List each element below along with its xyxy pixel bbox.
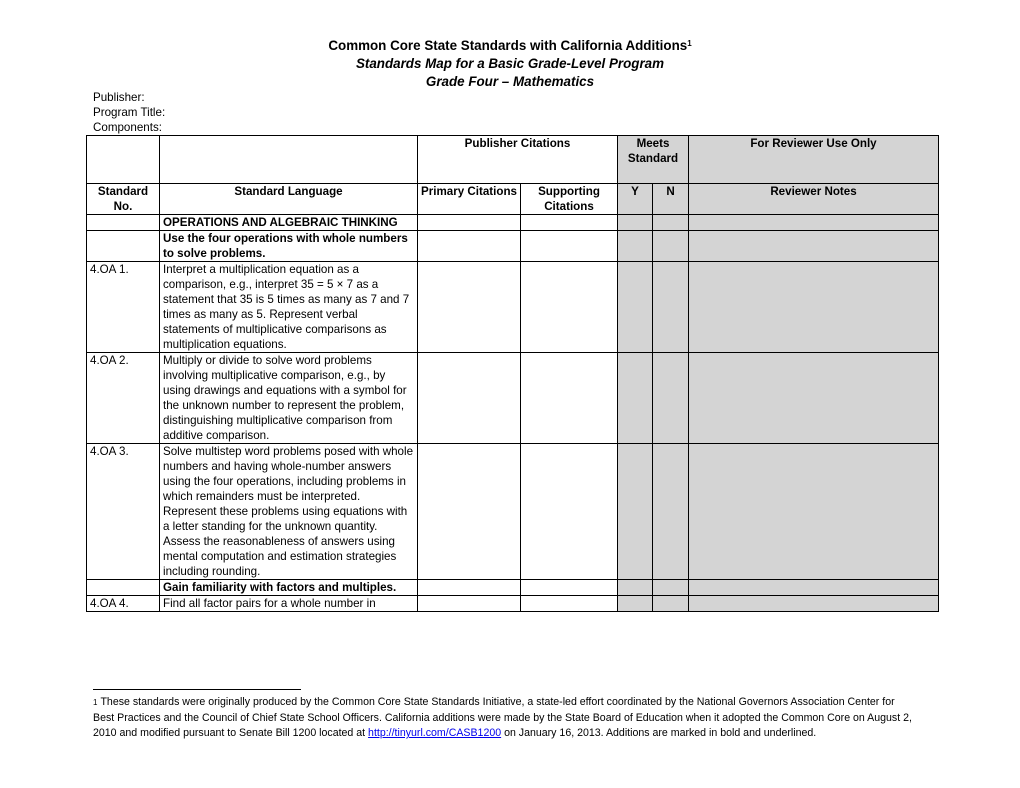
footnote-separator <box>93 689 301 690</box>
standard-no-cell: 4.OA 1. <box>87 262 160 353</box>
document-title: Common Core State Standards with California Additions$^1$ <box>328 38 692 53</box>
meets-y-cell[interactable] <box>618 353 653 444</box>
meets-n-cell[interactable] <box>653 580 689 596</box>
standard-language-cell: Find all factor pairs for a whole number in <box>160 596 418 612</box>
supporting-citation-cell[interactable] <box>521 596 618 612</box>
reviewer-notes-cell[interactable] <box>689 580 939 596</box>
footnote-text: These standards were originally produced by the Common Core State Standards Initiative, a state-led effort coordinated by the National Governors Association Center for Best Practices and the Council of Chief State School Officers. California additions were made by the State Board of Education when it adopted the Common Core on August 2, 2010 and modified pursuant to Senate Bill 1200 located at <box>93 696 912 739</box>
meets-y-cell[interactable] <box>618 580 653 596</box>
meets-n-cell[interactable] <box>653 215 689 231</box>
meets-n-cell[interactable] <box>653 231 689 262</box>
table-row <box>87 580 939 596</box>
table-row <box>87 353 939 444</box>
table-row <box>87 596 939 612</box>
supporting-citation-cell[interactable] <box>521 580 618 596</box>
table-row <box>87 215 939 231</box>
publisher-citations-header: Publisher Citations <box>418 136 618 184</box>
footnote-text-end: on January 16, 2013. Additions are marked in bold and underlined. <box>501 727 817 739</box>
primary-citation-cell[interactable] <box>418 231 521 262</box>
standard-language-cell: OPERATIONS AND ALGEBRAIC THINKING <box>160 215 418 231</box>
reviewer-use-only-header: For Reviewer Use Only <box>689 136 939 184</box>
table-header-row-1 <box>87 136 939 184</box>
primary-citation-cell[interactable] <box>418 353 521 444</box>
meets-n-cell[interactable] <box>653 596 689 612</box>
table-row <box>87 444 939 580</box>
primary-citation-cell[interactable] <box>418 444 521 580</box>
standard-language-cell: Interpret a multiplication equation as a comparison, e.g., interpret 35 = 5 × 7 as a statement that 35 is 5 times as many as 7 and 7 times as many as 5. Represent verbal statements of multiplicative comparisons as multiplication equations. <box>160 262 418 353</box>
table-row <box>87 231 939 262</box>
program-title-label: Program Title: <box>93 106 166 119</box>
reviewer-notes-cell[interactable] <box>689 353 939 444</box>
primary-citation-cell[interactable] <box>418 596 521 612</box>
standard-language-cell: Use the four operations with whole numbers to solve problems. <box>160 231 418 262</box>
meets-n-cell[interactable] <box>653 262 689 353</box>
col-standard-language: Standard Language <box>160 184 418 215</box>
supporting-citation-cell[interactable] <box>521 353 618 444</box>
col-primary-citations: Primary Citations <box>418 184 521 215</box>
supporting-citation-cell[interactable] <box>521 444 618 580</box>
standard-no-cell: 4.OA 2. <box>87 353 160 444</box>
standard-language-cell: Gain familiarity with factors and multiples. <box>160 580 418 596</box>
supporting-citation-cell[interactable] <box>521 215 618 231</box>
reviewer-notes-cell[interactable] <box>689 596 939 612</box>
reviewer-notes-cell[interactable] <box>689 215 939 231</box>
meets-standard-header: Meets Standard <box>618 136 689 184</box>
standard-no-cell: 4.OA 3. <box>87 444 160 580</box>
standards-map-table <box>86 135 939 612</box>
standard-no-cell <box>87 215 160 231</box>
footnote-marker: 1 <box>93 698 98 707</box>
col-supporting-citations: Supporting Citations <box>521 184 618 215</box>
standard-no-cell <box>87 231 160 262</box>
grade-subject-title: Grade Four – Mathematics <box>425 74 595 89</box>
standard-no-cell: 4.OA 4. <box>87 596 160 612</box>
col-reviewer-notes: Reviewer Notes <box>689 184 939 215</box>
primary-citation-cell[interactable] <box>418 215 521 231</box>
components-label: Components: <box>93 121 162 134</box>
footnote <box>93 695 913 742</box>
meets-n-cell[interactable] <box>653 353 689 444</box>
publisher-label: Publisher: <box>93 91 145 104</box>
standard-no-cell <box>87 580 160 596</box>
reviewer-notes-cell[interactable] <box>689 444 939 580</box>
supporting-citation-cell[interactable] <box>521 262 618 353</box>
casb1200-link[interactable]: http://tinyurl.com/CASB1200 <box>368 727 502 739</box>
meets-y-cell[interactable] <box>618 444 653 580</box>
meets-n-cell[interactable] <box>653 444 689 580</box>
meets-y-cell[interactable] <box>618 262 653 353</box>
col-y: Y <box>618 184 653 215</box>
standard-language-cell: Multiply or divide to solve word problems involving multiplicative comparison, e.g., by using drawings and equations with a symbol for the unknown number to represent the problem, distinguishing multiplicative comparison from additive comparison. <box>160 353 418 444</box>
primary-citation-cell[interactable] <box>418 262 521 353</box>
supporting-citation-cell[interactable] <box>521 231 618 262</box>
footnote-ref: 1 <box>687 39 692 48</box>
primary-citation-cell[interactable] <box>418 580 521 596</box>
meets-y-cell[interactable] <box>618 231 653 262</box>
document-subtitle: Standards Map for a Basic Grade-Level Program <box>355 56 665 71</box>
meets-y-cell[interactable] <box>618 215 653 231</box>
reviewer-notes-cell[interactable] <box>689 262 939 353</box>
meets-y-cell[interactable] <box>618 596 653 612</box>
table-header-row-2 <box>87 184 939 215</box>
reviewer-notes-cell[interactable] <box>689 231 939 262</box>
table-row <box>87 262 939 353</box>
col-n: N <box>653 184 689 215</box>
col-standard-no: Standard No. <box>87 184 160 215</box>
standard-language-cell: Solve multistep word problems posed with whole numbers and having whole-number answers using the four operations, including problems in which remainders must be interpreted. Represent these problems using equations with a letter standing for the unknown quantity. Assess the reasonableness of answers using mental computation and estimation strategies including rounding. <box>160 444 418 580</box>
